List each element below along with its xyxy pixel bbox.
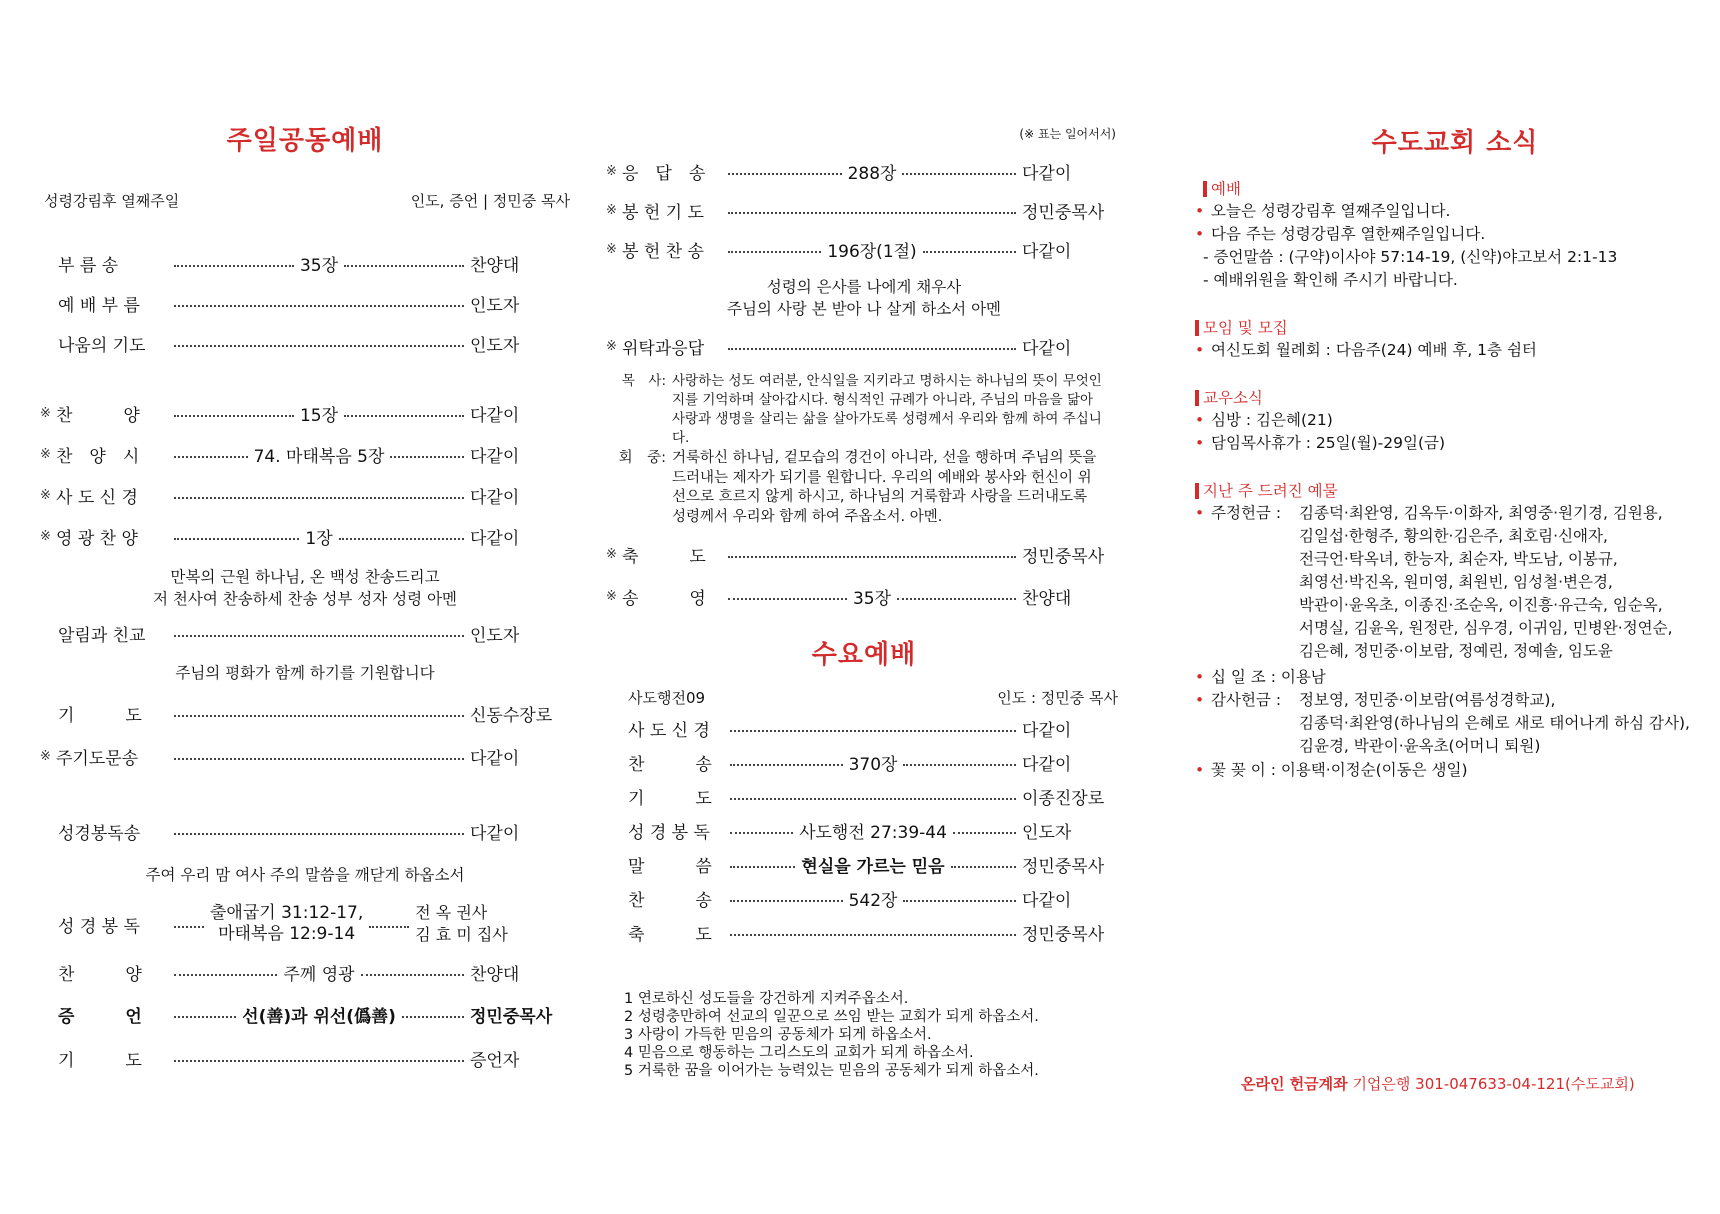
order-row <box>40 620 570 646</box>
reader: 김 효 미 집사 <box>415 925 508 944</box>
petition-list <box>624 990 1039 1080</box>
scripture-song-text: 주여 우리 맘 여사 주의 말씀을 깨닫게 하옵소서 <box>145 866 465 884</box>
bullet-icon: • <box>1195 761 1205 779</box>
news-item <box>1195 339 1715 362</box>
order-label: 찬 양 <box>56 405 140 426</box>
online-account <box>1241 1073 1635 1094</box>
order-value: 196장(1절) <box>827 241 917 262</box>
order-value: 74. 마태복음 5장 <box>253 446 385 467</box>
sunday-name: 성령강림후 열째주일 <box>44 192 180 210</box>
order-who: 다같이 <box>1022 241 1072 262</box>
wed-order-row <box>606 919 1122 945</box>
order-who: 다같이 <box>470 487 520 508</box>
leader-info: 인도, 증언 | 정민중 목사 <box>410 192 570 210</box>
order-label: 찬 양 <box>58 964 142 985</box>
order-who: 다같이 <box>470 446 520 467</box>
standing-mark: ※ <box>40 446 51 462</box>
donor-line: 최영선·박진옥, 원미영, 최원빈, 임성철·변은경, <box>1299 573 1613 591</box>
donor-line: 전극언·탁옥녀, 한능자, 최순자, 박도남, 이봉규, <box>1299 550 1618 568</box>
section-offering-heading: 지난 주 드려진 예물 <box>1195 483 1338 499</box>
news-item-text: 담임목사휴가 : 25일(월)-29일(금) <box>1211 434 1446 452</box>
thanks-donors <box>1299 689 1715 758</box>
news-subitem: - 예배위원을 확인해 주시기 바랍니다. <box>1203 271 1458 289</box>
donor-line: 김은혜, 정민중·이보람, 정예린, 정예솔, 임도윤 <box>1299 642 1613 660</box>
thanks-label: 감사헌금 : <box>1211 691 1282 709</box>
thanks-line: 김윤경, 박관이·윤옥초(어머니 퇴원) <box>1299 737 1541 755</box>
order-who: 다같이 <box>1022 754 1072 775</box>
order-row <box>606 197 1122 223</box>
order-label: 알림과 친교 <box>58 625 146 646</box>
order-label: 부 름 송 <box>58 255 119 276</box>
order-label: 찬 양 시 <box>56 446 140 467</box>
order-who: 정민중목사 <box>1022 546 1105 567</box>
order-label: 주기도문송 <box>56 748 139 769</box>
reading-readers <box>415 902 515 946</box>
order-row <box>606 541 1122 567</box>
order-label: 영 광 찬 양 <box>56 528 138 549</box>
order-who: 다같이 <box>470 748 520 769</box>
standing-mark: ※ <box>606 588 617 604</box>
order-label: 위탁과응답 <box>622 338 705 359</box>
order-label: 기 도 <box>58 1050 142 1071</box>
order-row <box>40 400 570 426</box>
offering-line: 주님의 사랑 본 받아 나 살게 하소서 아멘 <box>726 300 1002 318</box>
news-item <box>1195 409 1715 432</box>
thanks-line: 정보영, 정민중·이보람(여름성경학교), <box>1299 691 1556 709</box>
tithe-item <box>1195 666 1715 689</box>
order-value: 주께 영광 <box>283 964 355 985</box>
donor-line: 박관이·윤옥초, 이종진·조순옥, 이진흥·유근숙, 임순옥, <box>1299 596 1663 614</box>
petition-item: 5 거룩한 꿈을 이어가는 능력있는 믿음의 공동체가 되게 하옵소서. <box>624 1063 1039 1079</box>
order-value: 사도행전 27:39-44 <box>799 822 947 843</box>
standing-note: (※ 표는 일어서서) <box>1019 127 1116 141</box>
order-label: 찬 송 <box>628 890 712 911</box>
order-row <box>40 250 570 276</box>
order-row <box>40 523 570 549</box>
order-label: 예 배 부 름 <box>58 295 140 316</box>
wed-order-row <box>606 715 1122 741</box>
order-label: 축 도 <box>622 546 706 567</box>
order-who: 인도자 <box>1022 822 1072 843</box>
reading-passage: 마태복음 12:9-14 <box>218 924 356 944</box>
order-who: 이종진장로 <box>1022 788 1105 809</box>
gloria-line: 저 천사여 찬송하세 찬송 성부 성자 성령 아멘 <box>152 590 457 608</box>
order-value: 35장 <box>299 255 339 276</box>
order-who: 다같이 <box>1022 163 1072 184</box>
order-value: 15장 <box>299 405 339 426</box>
order-who: 증언자 <box>470 1050 520 1071</box>
order-row <box>40 959 570 985</box>
petition-item: 1 연로하신 성도들을 강건하게 지켜주옵소서. <box>624 991 909 1007</box>
news-item-text: 오늘은 성령강림후 열째주일입니다. <box>1211 202 1451 220</box>
order-who: 인도자 <box>470 625 520 646</box>
donor-line: 김종덕·최완영, 김옥두·이화자, 최영중·원기경, 김원용, <box>1299 504 1663 522</box>
wed-order-row <box>606 749 1122 775</box>
order-who: 다같이 <box>1022 338 1072 359</box>
order-label: 응 답 송 <box>622 163 706 184</box>
order-row <box>40 1045 570 1071</box>
pastor-label: 목 사: <box>621 373 666 389</box>
petition-item: 4 믿음으로 행동하는 그리스도의 교회가 되게 하옵소서. <box>624 1045 974 1061</box>
order-who: 찬양대 <box>470 255 520 276</box>
standing-mark: ※ <box>606 241 617 257</box>
order-value: 370장 <box>848 754 898 775</box>
wednesday-sermon-title: 현실을 가르는 믿음 <box>801 856 945 877</box>
standing-mark: ※ <box>40 405 51 421</box>
bullet-icon: • <box>1195 668 1205 686</box>
petition-item: 2 성령충만하여 선교의 일꾼으로 쓰임 받는 교회가 되게 하옵소서. <box>624 1009 1039 1025</box>
order-who: 다같이 <box>1022 890 1072 911</box>
order-who: 신동수장로 <box>470 705 553 726</box>
order-label: 축 도 <box>628 924 712 945</box>
order-label: 성경봉독송 <box>58 823 141 844</box>
people-response <box>606 449 1102 527</box>
order-row <box>40 482 570 508</box>
scripture-reading-row <box>40 900 570 948</box>
order-label: 사 도 신 경 <box>56 487 138 508</box>
order-label: 사 도 신 경 <box>628 720 710 741</box>
bullet-icon: • <box>1195 434 1205 452</box>
section-members-heading: 교우소식 <box>1195 390 1263 406</box>
account-number: 기업은행 301-047633-04-121(수도교회) <box>1352 1075 1635 1093</box>
gloria-lyrics <box>40 566 570 610</box>
news-item <box>1195 223 1715 246</box>
order-label: 말 씀 <box>628 856 712 877</box>
order-who: 찬양대 <box>470 964 520 985</box>
order-who: 다같이 <box>470 823 520 844</box>
order-row <box>40 330 570 356</box>
offering-label: 주정헌금 : <box>1211 504 1282 522</box>
order-row <box>40 290 570 316</box>
news-item-text: 다음 주는 성령강림후 열한째주일입니다. <box>1211 225 1486 243</box>
petition-item: 3 사랑이 가득한 믿음의 공동체가 되게 하옵소서. <box>624 1027 932 1043</box>
bullet-icon: • <box>1195 341 1205 359</box>
order-value: 35장 <box>852 588 892 609</box>
order-row <box>606 583 1122 609</box>
standing-mark: ※ <box>606 202 617 218</box>
order-value: 542장 <box>848 890 898 911</box>
order-row <box>40 818 570 844</box>
section-worship-heading: 예배 <box>1203 181 1241 197</box>
wednesday-series: 사도행전09 <box>628 689 706 707</box>
order-who: 인도자 <box>470 335 520 356</box>
order-label: 봉 헌 기 도 <box>622 202 704 223</box>
order-label: 송 영 <box>622 588 706 609</box>
order-label: 성 경 봉 독 <box>628 822 710 843</box>
offering-line: 성령의 은사를 나에게 채우사 <box>766 278 962 296</box>
tithe-text: 십 일 조 : 이용남 <box>1211 668 1326 686</box>
standing-mark: ※ <box>606 163 617 179</box>
order-label: 기 도 <box>628 788 712 809</box>
order-row <box>606 236 1122 262</box>
wed-order-row <box>606 817 1122 843</box>
order-who: 정민중목사 <box>470 1006 553 1027</box>
order-who: 정민중목사 <box>1022 202 1105 223</box>
order-label: 찬 송 <box>628 754 712 775</box>
order-label: 성 경 봉 독 <box>58 916 140 937</box>
order-value: 1장 <box>305 528 333 549</box>
news-subitem: - 증언말씀 : (구약)이사야 57:14-19, (신약)야고보서 2:1-13 <box>1203 248 1618 266</box>
order-who: 다같이 <box>470 405 520 426</box>
order-row <box>40 700 570 726</box>
bullet-icon: • <box>1195 691 1205 709</box>
offering-lyrics <box>606 276 1122 320</box>
flowers-text: 꽃 꽂 이 : 이용택·이정순(이동은 생일) <box>1211 761 1468 779</box>
news-title: 수도교회 소식 <box>1371 128 1539 158</box>
donor-line: 김일섭·한형주, 황의한·김은주, 최호림·신애자, <box>1299 527 1608 545</box>
order-label: 기 도 <box>58 705 142 726</box>
standing-mark: ※ <box>40 748 51 764</box>
order-label: 봉 헌 찬 송 <box>622 241 704 262</box>
sermon-title: 선(善)과 위선(僞善) <box>242 1006 396 1027</box>
sunday-worship-title: 주일공동예배 <box>226 126 384 156</box>
order-who: 다같이 <box>470 528 520 549</box>
order-row <box>606 333 1122 359</box>
wednesday-worship-title: 수요예배 <box>811 640 917 670</box>
people-text: 거룩하신 하나님, 겉모습의 경건이 아니라, 선을 행하며 주님의 뜻을 드러내는 제자가 되기를 원합니다. 우리의 예배와 봉사와 헌신이 위선으로 흐르지 않게 하시고, 하나님의 거룩함과 사랑을 드러내도록 성령께서 우리와 함께 하여 주옵소서. 아멘. <box>672 450 1097 525</box>
standing-mark: ※ <box>606 546 617 562</box>
order-row <box>40 1001 570 1027</box>
wednesday-leader: 인도 : 정민중 목사 <box>997 689 1118 707</box>
account-label: 온라인 헌금계좌 <box>1241 1075 1348 1093</box>
order-label: 나움의 기도 <box>58 335 146 356</box>
standing-mark: ※ <box>40 528 51 544</box>
standing-mark: ※ <box>606 338 617 354</box>
bullet-icon: • <box>1195 411 1205 429</box>
people-label: 회 중: <box>618 450 666 466</box>
standing-mark: ※ <box>40 487 51 503</box>
news-item <box>1195 432 1715 455</box>
order-who: 정민중목사 <box>1022 924 1105 945</box>
bullet-icon: • <box>1195 225 1205 243</box>
order-who: 다같이 <box>1022 720 1072 741</box>
order-label: 증 언 <box>58 1006 142 1027</box>
order-who: 찬양대 <box>1022 588 1072 609</box>
news-item-text: 여신도회 월례회 : 다음주(24) 예배 후, 1층 쉼터 <box>1211 341 1537 359</box>
reading-passage: 출애굽기 31:12-17, <box>210 903 364 923</box>
order-row <box>40 441 570 467</box>
pastor-commission <box>606 372 1102 448</box>
peace-text: 주님의 평화가 함께 하기를 기원합니다 <box>175 664 435 682</box>
order-row <box>40 743 570 769</box>
reading-passages <box>210 903 363 945</box>
gloria-line: 만복의 근원 하나님, 온 백성 찬송드리고 <box>170 568 440 586</box>
order-who: 정민중목사 <box>1022 856 1105 877</box>
pastor-text: 사랑하는 성도 여러분, 안식일을 지키라고 명하시는 하나님의 뜻이 무엇인지를 기억하며 살아갑시다. 형식적인 규례가 아니라, 주님의 마음을 닮아 사랑과 생명을 살리는 삶을 살아가도록 성령께서 우리와 함께 하여 주십니다. <box>672 373 1102 446</box>
flowers-item <box>1195 759 1715 782</box>
wed-order-row <box>606 885 1122 911</box>
order-value: 288장 <box>847 163 897 184</box>
bullet-icon: • <box>1195 202 1205 220</box>
wed-order-row <box>606 851 1122 877</box>
news-item <box>1195 200 1715 223</box>
thanks-line: 김종덕·최완영(하나님의 은혜로 새로 태어나게 하심 감사), <box>1299 714 1690 732</box>
wed-order-row <box>606 783 1122 809</box>
section-meeting-heading: 모임 및 모집 <box>1195 320 1288 336</box>
order-who: 인도자 <box>470 295 520 316</box>
news-item-text: 심방 : 김은혜(21) <box>1211 411 1333 429</box>
offering-donors <box>1299 502 1715 663</box>
reader: 전 옥 권사 <box>415 903 488 922</box>
order-row <box>606 158 1122 184</box>
donor-line: 서명실, 김윤옥, 원정란, 심우경, 이귀임, 민병완·정연순, <box>1299 619 1673 637</box>
bullet-icon: • <box>1195 504 1205 522</box>
